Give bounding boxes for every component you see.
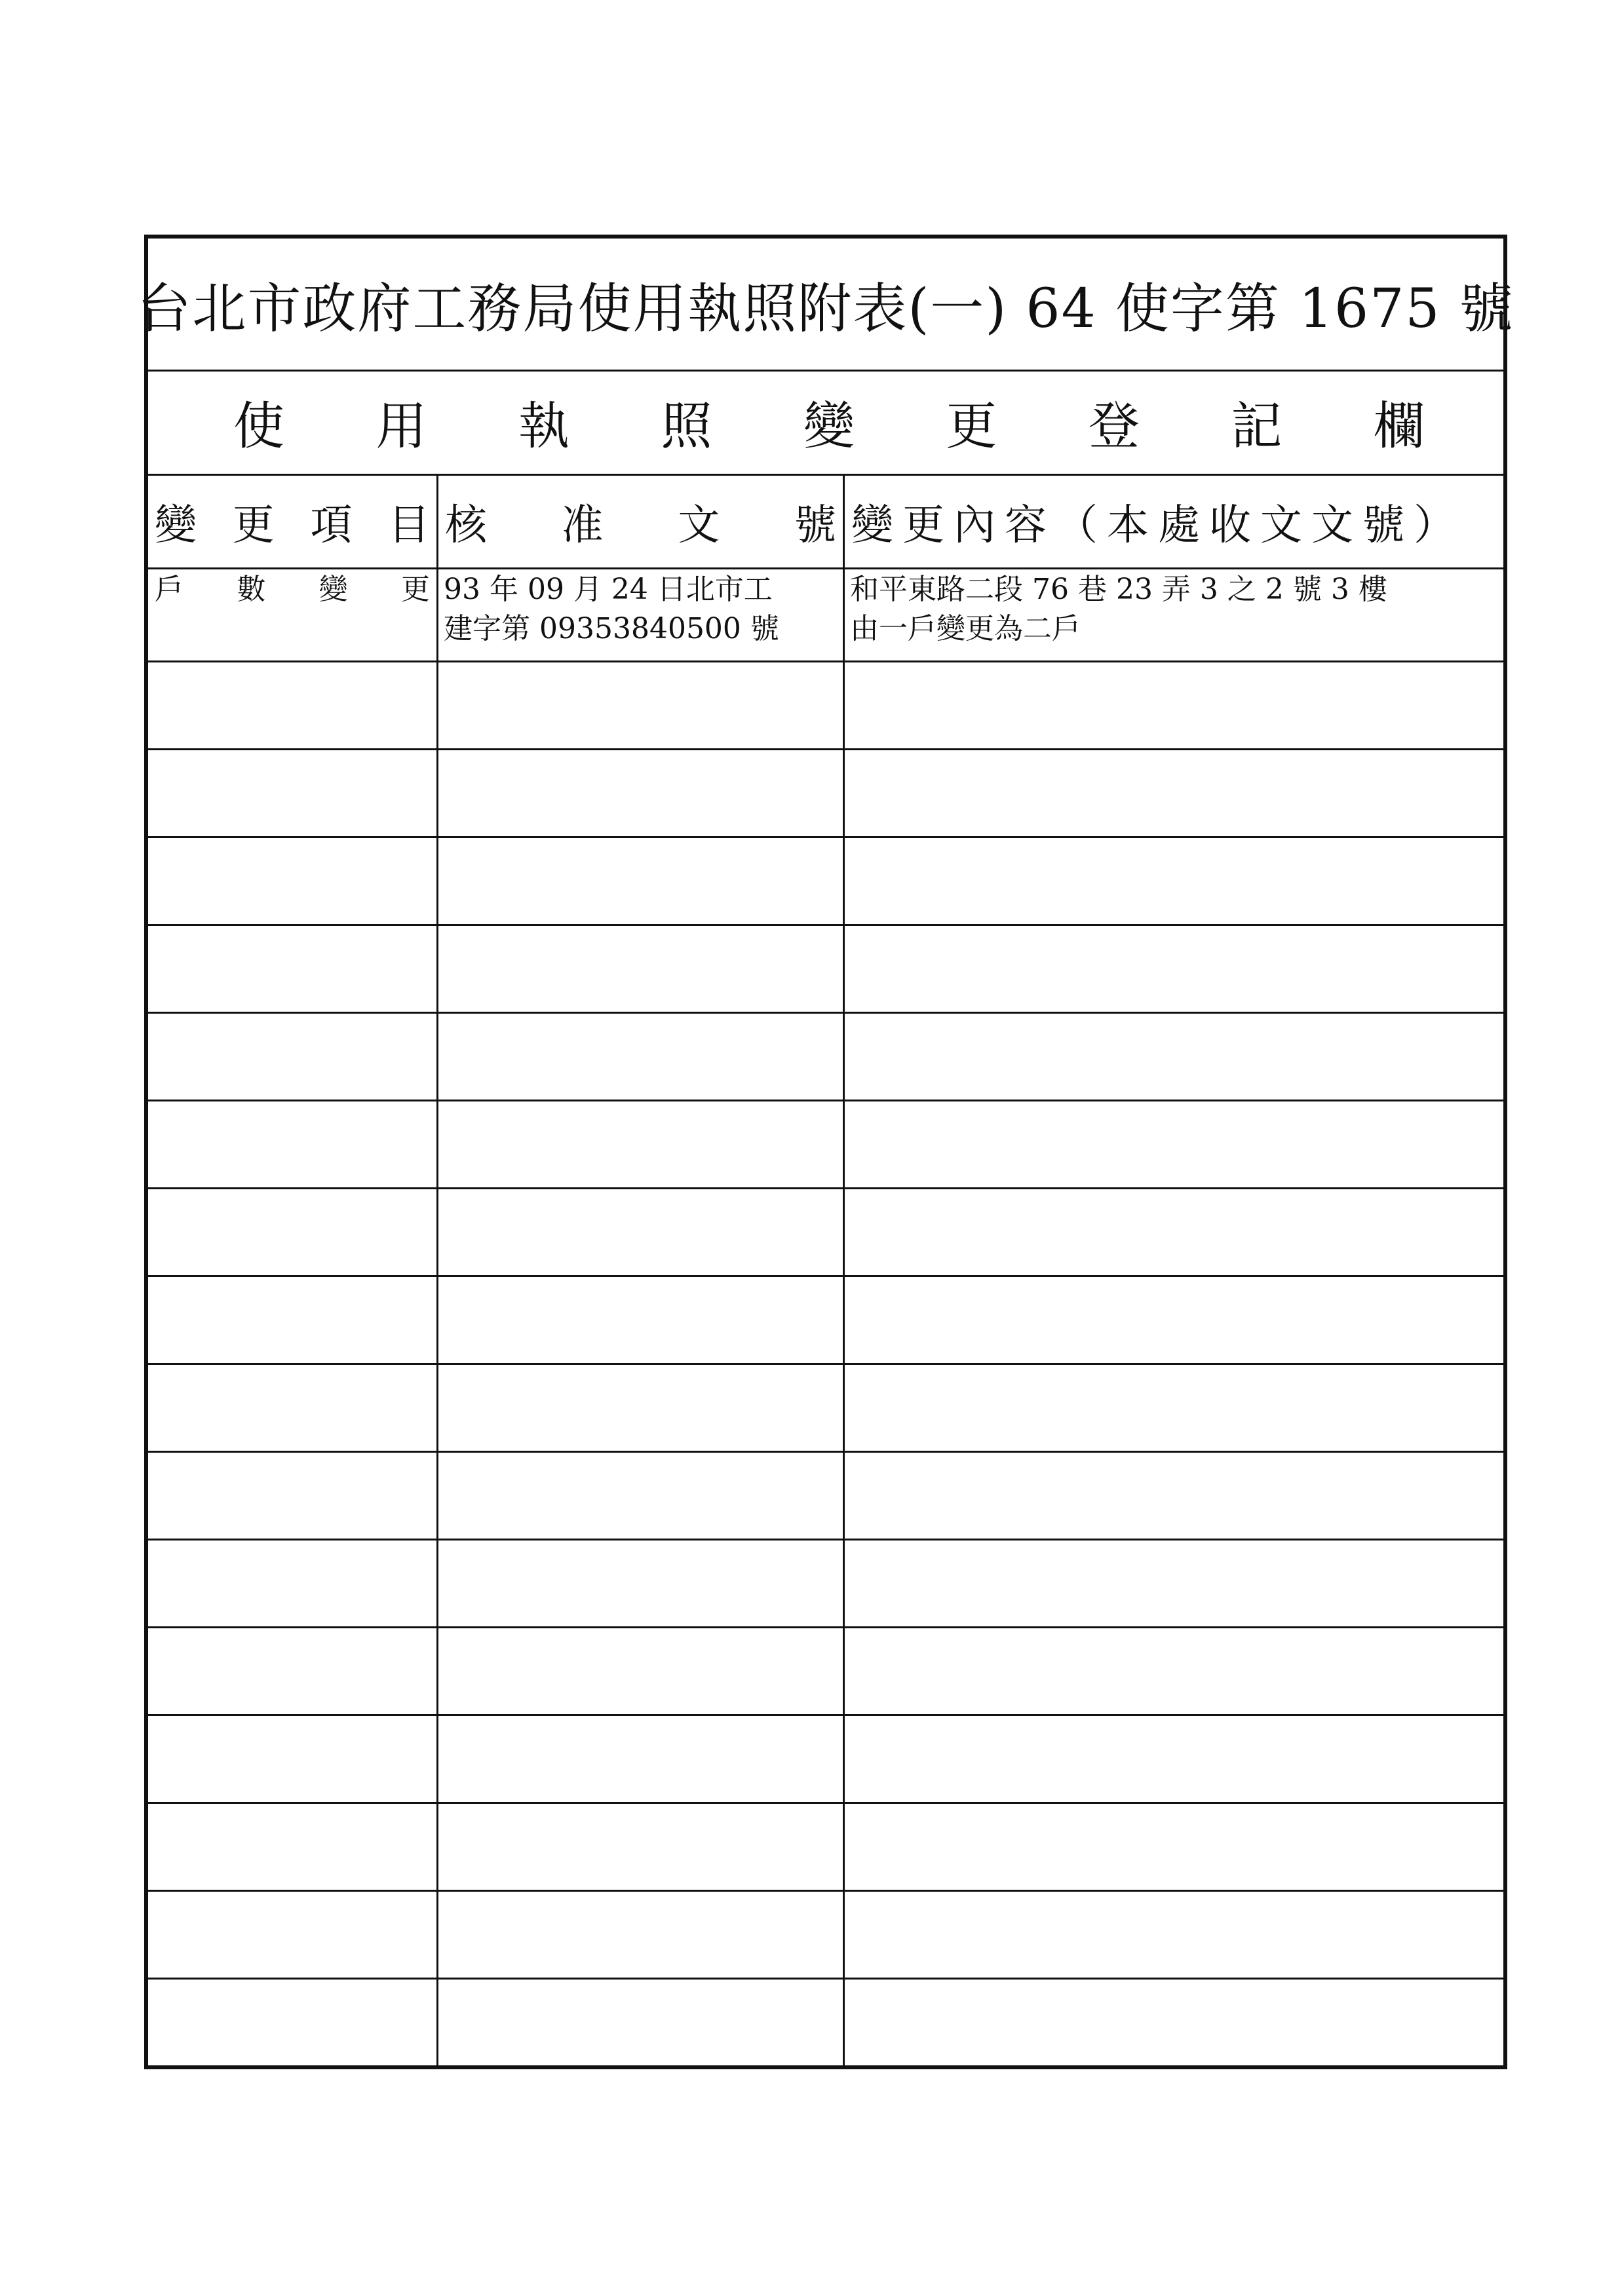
column-header-char: 變	[155, 501, 197, 550]
row-content-cell	[843, 567, 1503, 660]
registration-form	[137, 235, 1514, 2069]
blank-table-cell	[436, 1187, 843, 1275]
blank-table-cell	[436, 1012, 843, 1100]
section-heading-char: 使	[233, 396, 285, 456]
blank-table-cell	[436, 1978, 843, 2065]
row-approval-line2: 建字第 09353840500 號	[444, 612, 779, 645]
section-heading-char: 登	[1088, 396, 1140, 456]
blank-table-cell	[843, 1363, 1503, 1451]
blank-table-cell	[436, 660, 843, 748]
blank-table-cell	[436, 836, 843, 924]
blank-table-row	[148, 924, 1503, 1014]
row-item-char: 戶	[155, 573, 183, 606]
column-header-char: 文	[678, 501, 720, 550]
blank-table-cell	[148, 1275, 436, 1363]
blank-table-cell	[148, 1363, 436, 1451]
column-header-char: 更	[232, 501, 275, 550]
blank-table-row	[148, 1275, 1503, 1365]
blank-table-cell	[148, 1100, 436, 1187]
row-item-char: 數	[237, 573, 266, 606]
blank-table-cell	[148, 748, 436, 836]
blank-table-cell	[436, 924, 843, 1012]
blank-table-row	[148, 748, 1503, 838]
blank-table-cell	[843, 1187, 1503, 1275]
blank-table-cell	[148, 1012, 436, 1100]
blank-table-cell	[148, 1978, 436, 2065]
blank-table-row	[148, 1539, 1503, 1628]
blank-table-cell	[436, 1890, 843, 1978]
blank-table-cell	[843, 1626, 1503, 1714]
blank-table-row	[148, 1802, 1503, 1892]
blank-table-cell	[148, 1802, 436, 1890]
blank-table-cell	[843, 1100, 1503, 1187]
column-header-char: 核	[445, 501, 487, 550]
section-heading-char: 執	[518, 396, 569, 456]
blank-table-cell	[436, 1100, 843, 1187]
blank-table-cell	[436, 1363, 843, 1451]
column-header-content-label: 變更內容（本處收文文號）	[851, 501, 1465, 550]
blank-table-cell	[436, 748, 843, 836]
row-approval-line1: 93 年 09 月 24 日北市工	[444, 573, 773, 606]
blank-table-cell	[436, 1714, 843, 1802]
blank-table-row	[148, 1978, 1503, 2065]
blank-table-cell	[843, 1539, 1503, 1626]
blank-table-cell	[436, 1539, 843, 1626]
blank-table-cell	[843, 1890, 1503, 1978]
blank-table-cell	[843, 748, 1503, 836]
blank-table-cell	[148, 1890, 436, 1978]
section-heading-char: 照	[661, 396, 712, 456]
row-content-line1: 和平東路二段 76 巷 23 弄 3 之 2 號 3 樓	[850, 573, 1387, 606]
blank-table-row	[148, 1363, 1503, 1453]
blank-table-cell	[843, 1451, 1503, 1539]
blank-table-row	[148, 836, 1503, 926]
column-header-char: 准	[561, 501, 604, 550]
row-item-char: 變	[318, 573, 348, 606]
section-heading	[148, 370, 1503, 476]
blank-table-row	[148, 1100, 1503, 1189]
row-item-char: 更	[400, 573, 430, 606]
column-header-char: 號	[794, 501, 836, 550]
section-heading-char: 記	[1231, 396, 1282, 456]
blank-table-row	[148, 1714, 1503, 1804]
blank-table-cell	[148, 924, 436, 1012]
blank-table-cell	[843, 1978, 1503, 2065]
section-heading-char: 用	[376, 396, 427, 456]
blank-table-cell	[843, 1802, 1503, 1890]
column-header-item	[148, 476, 436, 567]
blank-table-cell	[436, 1626, 843, 1714]
section-heading-char: 變	[803, 396, 855, 456]
blank-table-row	[148, 1187, 1503, 1277]
blank-table-cell	[148, 1626, 436, 1714]
form-title-row	[137, 239, 1514, 372]
blank-table-row	[148, 1626, 1503, 1716]
blank-table-cell	[148, 1187, 436, 1275]
blank-table-cell	[843, 660, 1503, 748]
blank-table-cell	[436, 1275, 843, 1363]
blank-table-cell	[843, 836, 1503, 924]
blank-table-cell	[148, 1714, 436, 1802]
blank-table-cell	[843, 1714, 1503, 1802]
blank-table-cell	[843, 924, 1503, 1012]
blank-table-row	[148, 1451, 1503, 1540]
blank-table-row	[148, 660, 1503, 750]
row-content-line2: 由一戶變更為二戶	[850, 612, 1081, 645]
form-title: 台北市政府工務局使用執照附表(一) 64 使字第 1675 號	[137, 277, 1514, 340]
blank-table-cell	[843, 1012, 1503, 1100]
row-approval-cell	[436, 567, 843, 660]
blank-table-row	[148, 1012, 1503, 1101]
blank-table-cell	[148, 836, 436, 924]
blank-table-cell	[436, 1451, 843, 1539]
row-item-cell	[148, 567, 436, 660]
column-header-content	[843, 476, 1503, 567]
blank-table-row	[148, 1890, 1503, 1980]
blank-table-cell	[148, 660, 436, 748]
table-row	[148, 567, 1503, 662]
section-heading-char: 欄	[1373, 396, 1425, 456]
blank-table-cell	[843, 1275, 1503, 1363]
column-header-char: 目	[387, 501, 430, 550]
section-heading-char: 更	[946, 396, 997, 456]
column-header-approval	[436, 476, 843, 567]
column-header-row	[148, 476, 1503, 569]
blank-table-cell	[436, 1802, 843, 1890]
blank-table-cell	[148, 1539, 436, 1626]
column-header-char: 項	[310, 501, 353, 550]
blank-table-cell	[148, 1451, 436, 1539]
